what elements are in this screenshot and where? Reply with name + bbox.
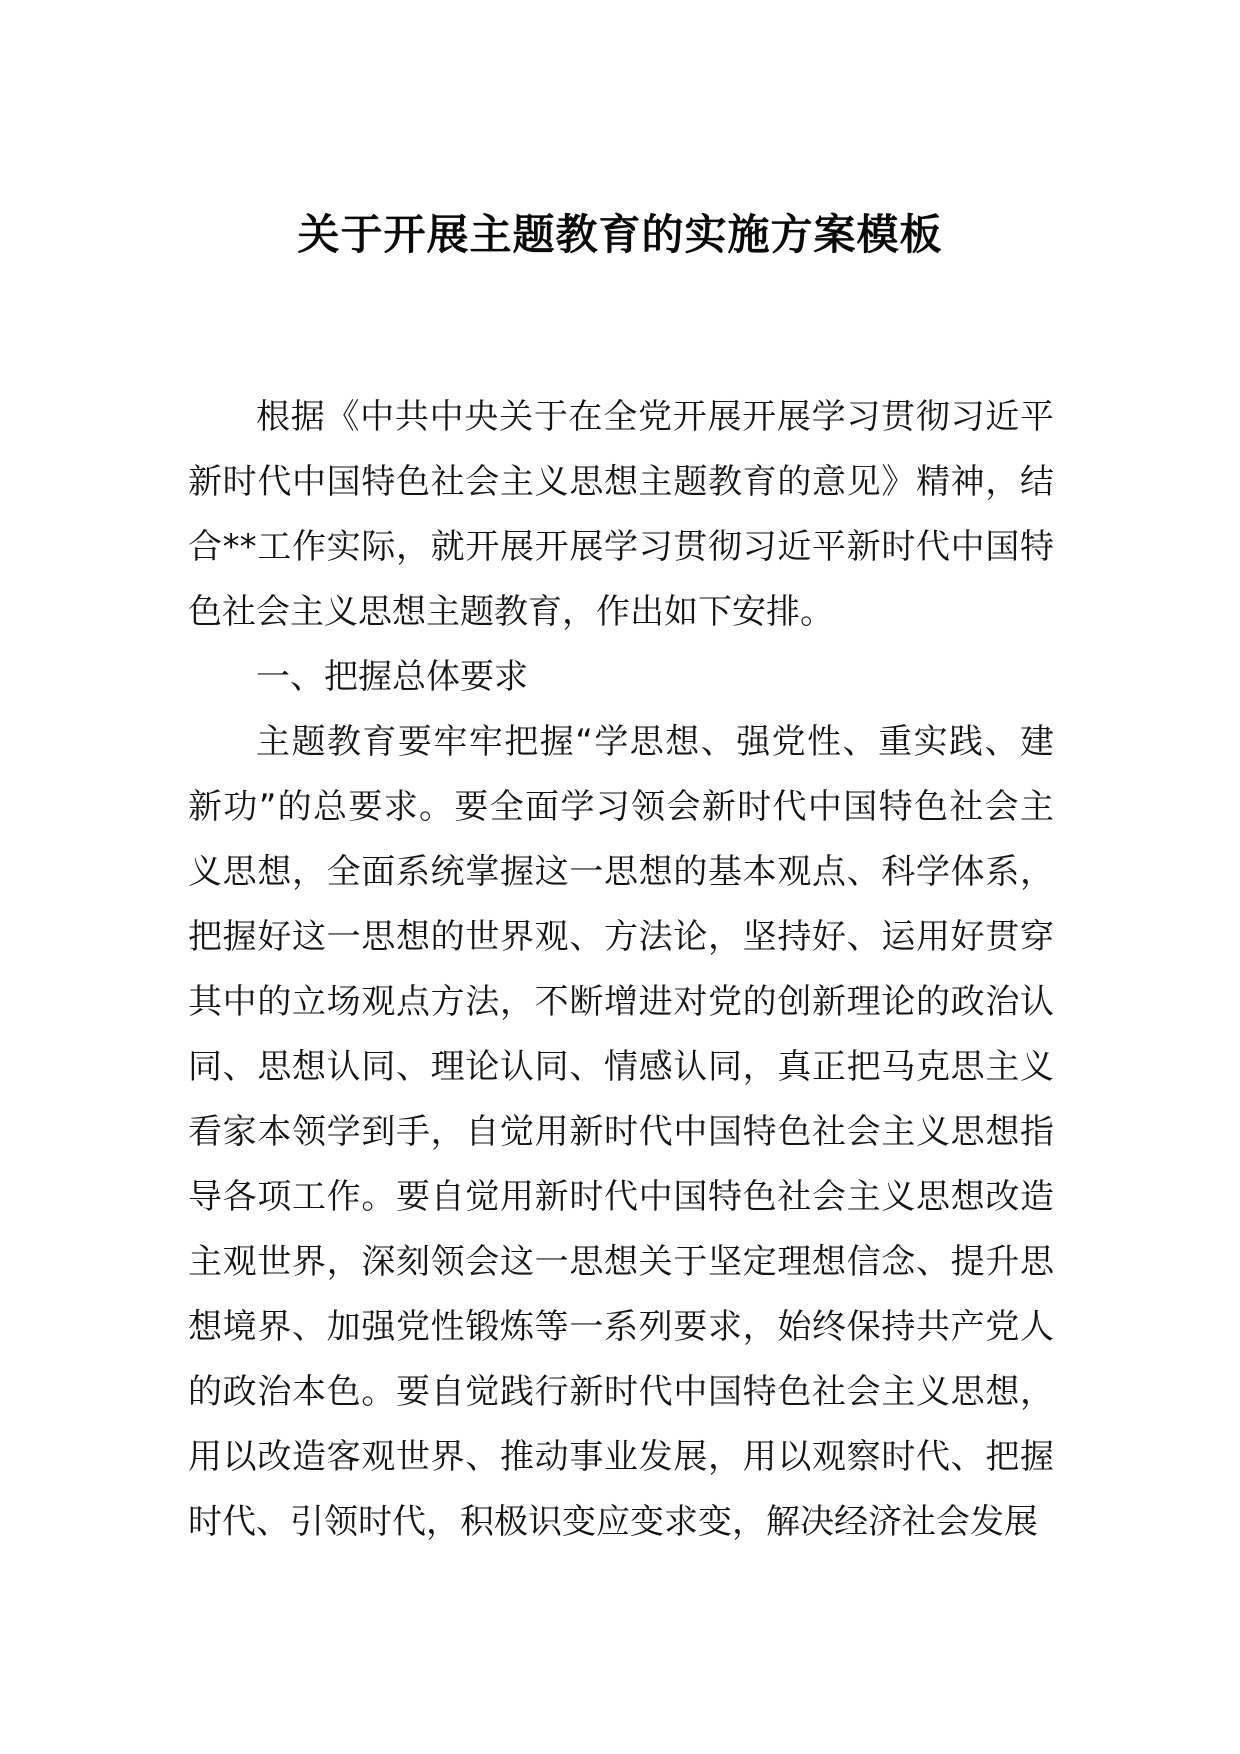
- paragraph-intro: 根据《中共中央关于在全党开展开展学习贯彻习近平新时代中国特色社会主义思想主题教育的意见》精神，结合**工作实际，就开展开展学习贯彻习近平新时代中国特色社会主义思想主题教育，作出如下安排。: [188, 397, 1054, 632]
- document-title: 关于开展主题教育的实施方案模板: [297, 210, 943, 259]
- paragraph-requirements: 主题教育要牢牢把握“学思想、强党性、重实践、建新功”的总要求。要全面学习领会新时代中国特色社会主义思想，全面系统掌握这一思想的基本观点、科学体系，把握好这一思想的世界观、方法论，坚持好、运用好贯穿其中的立场观点方法，不断增进对党的创新理论的政治认同、思想认同、理论认同、情感认同，真正把马克思主义看家本领学到手，自觉用新时代中国特色社会主义思想指导各项工作。要自觉用新时代中国特色社会主义思想改造主观世界，深刻领会这一思想关于坚定理想信念、提升思想境界、加强党性锻炼等一系列要求，始终保持共产党人的政治本色。要自觉践行新时代中国特色社会主义思想，用以改造客观世界、推动事业发展，用以观察时代、把握时代、引领时代，积极识变应变求变，解决经济社会发展: [188, 722, 1054, 1542]
- section-heading: 一、把握总体要求: [256, 657, 528, 697]
- document-body: [188, 385, 1054, 1555]
